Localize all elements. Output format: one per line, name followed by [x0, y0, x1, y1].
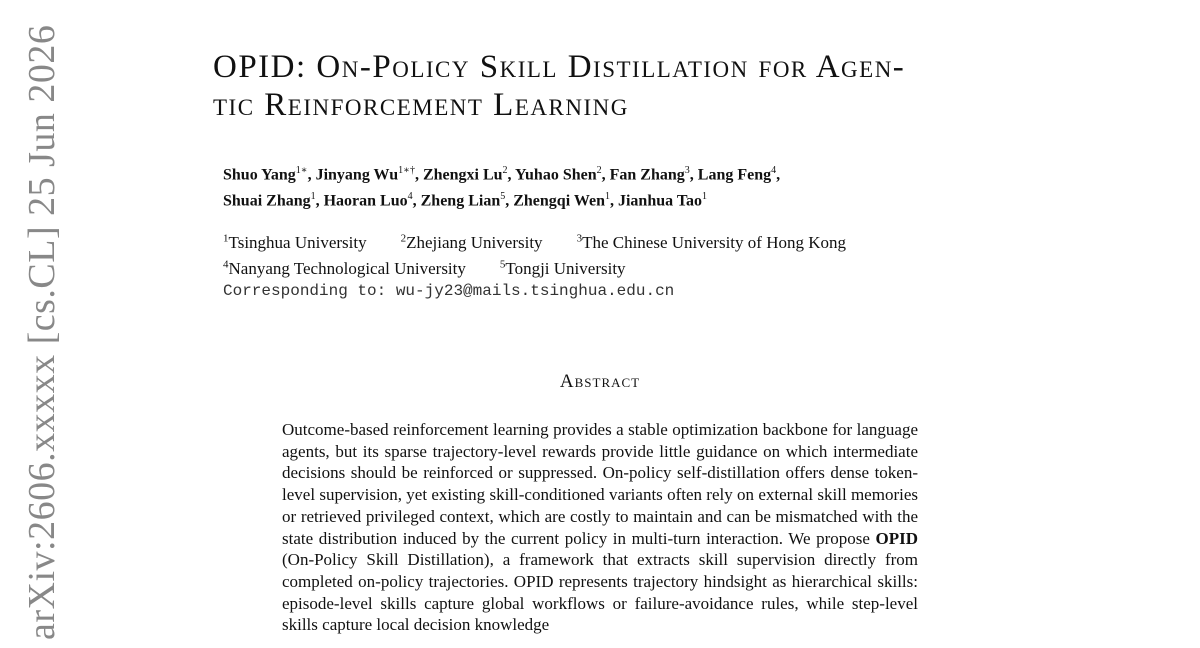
title-line-2: tic Reinforcement Learning	[213, 87, 629, 123]
affiliation-item: $^1$Tsinghua University	[223, 232, 367, 252]
author-name: Jinyang Wu	[315, 166, 399, 184]
author-name: Haoran Luo	[323, 192, 408, 210]
corresponding-email[interactable]: Corresponding to: wu-jy23@mails.tsinghua.edu.cn	[223, 282, 675, 301]
method-expansion: (On-Policy Skill Distillation)	[282, 550, 490, 570]
author-affiliation-mark: 1	[604, 191, 610, 203]
affiliation-mark: 2	[400, 232, 407, 244]
author-line-1: Shuo Yang$^{1∗}$, Jinyang $Wu^{1∗\dagger}$, Zhengxi Lu$^2$, Yuhao Shen$^2$, Fan Zhang$^3$, Lang Feng$^4$,	[223, 165, 781, 184]
author-name: Yuhao Shen	[514, 166, 597, 184]
author-affiliation-mark: 1∗†	[398, 165, 415, 176]
affiliation-mark: 1	[223, 232, 229, 244]
affiliation-row-2	[223, 254, 983, 281]
abstract-heading: Abstract	[559, 371, 641, 392]
author-name: Lang Feng	[697, 166, 772, 184]
abstract-text-after: , a framework that extracts skill supervision directly from completed on-policy trajectories. OPID represents trajectory hindsight as hierarchical skills: episode-level skills capture global workflows or failure-avoidance rules, while step-level skills capture local decision knowledge	[282, 550, 918, 635]
affiliation-row-1	[223, 227, 983, 254]
author-line-2: Shuai Zhang$^1$, Haoran Luo$^4$, Zheng Lian$^5$, Zhengqi Wen$^1$, Jianhua Tao$^1$	[223, 191, 708, 210]
author-affiliation-mark: 1	[702, 191, 708, 203]
arxiv-side-stamp: arXiv:2606.xxxxx [cs.CL] 25 Jun 2026	[21, 24, 63, 640]
author-affiliation-mark: 2	[502, 165, 508, 176]
author-name: Shuo Yang	[223, 166, 296, 184]
author-list	[223, 160, 983, 213]
author-affiliation-mark: 1	[310, 191, 316, 203]
author-name: Zhengxi Lu	[422, 166, 503, 184]
abstract-text-before: Outcome-based reinforcement learning provides a stable optimization backbone for language agents, but its sparse trajectory-level rewards provide little guidance on which intermediate decisions should be reinforced or suppressed. On-policy self-distillation offers dense token-level supervision, yet existing skill-conditioned variants often rely on external skill memories or retrieved privileged context, which are costly to maintain and can be mismatched with the state distribution induced by the current policy in multi-turn interaction. We propose	[282, 420, 918, 548]
author-name: Zhengqi Wen	[513, 192, 605, 210]
affiliation-item: $^3$The Chinese University of Hong Kong	[576, 232, 846, 252]
method-name: OPID	[875, 528, 918, 548]
author-affiliation-mark: 3	[684, 165, 690, 176]
author-affiliation-mark: 4	[407, 191, 413, 203]
affiliation-item: $^2$Zhejiang University	[400, 232, 543, 252]
author-affiliation-mark: 5	[500, 191, 506, 203]
author-name: Jianhua Tao	[617, 192, 703, 210]
title-line-1: OPID: On-Policy Skill Distillation for Agen-	[213, 49, 906, 85]
affiliation-mark: 3	[576, 232, 583, 244]
author-name: Fan Zhang	[609, 166, 685, 184]
author-affiliation-mark: 4	[771, 165, 777, 176]
author-affiliation-mark: 2	[596, 165, 602, 176]
affiliation-mark: 4	[223, 258, 229, 271]
affiliation-item: $^4$Nanyang Technological University	[223, 258, 466, 279]
affiliations	[223, 227, 983, 302]
author-name: Zheng Lian	[420, 192, 501, 210]
paper-title	[213, 48, 1013, 124]
abstract-body	[282, 419, 918, 636]
affiliation-mark: 5	[499, 258, 506, 271]
author-name: Shuai Zhang	[223, 192, 311, 210]
author-affiliation-mark: 1∗	[295, 165, 308, 176]
affiliation-item: $^5$Tongji University	[499, 258, 626, 279]
